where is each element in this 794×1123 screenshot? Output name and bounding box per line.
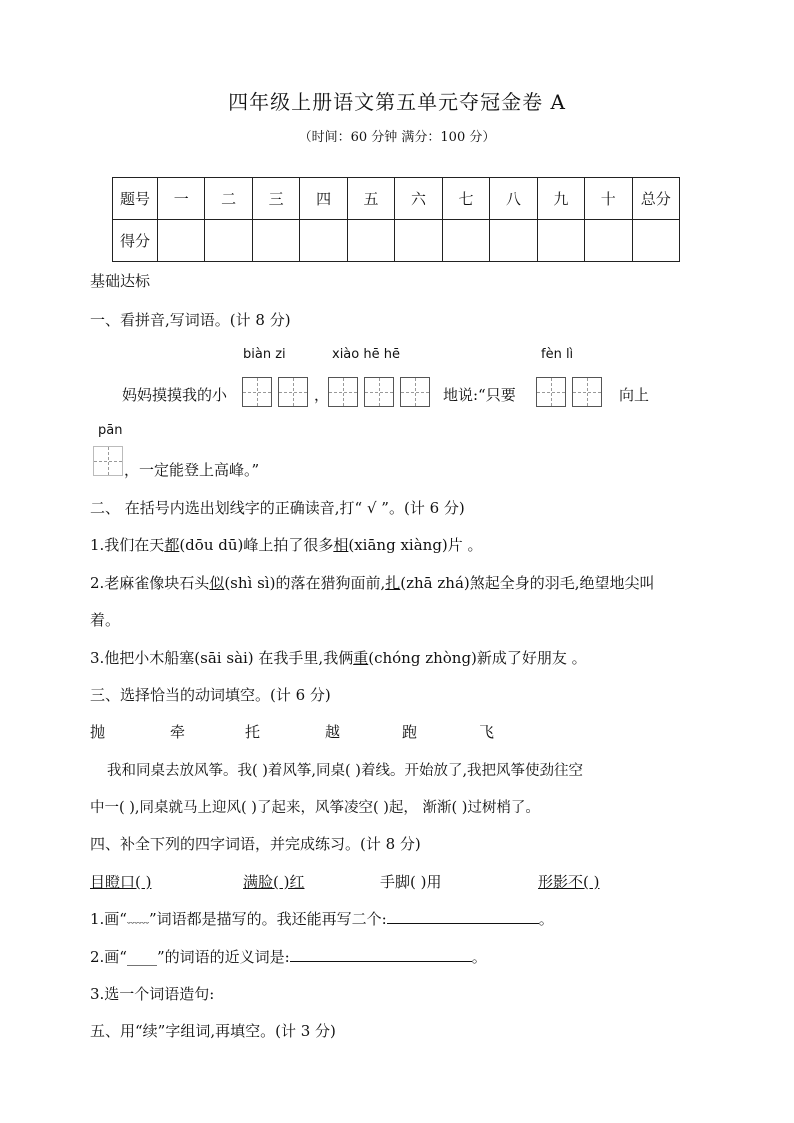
answer-line[interactable] — [387, 909, 539, 924]
q4-heading: 四、补全下列的四字词语，并完成练习。(计 8 分) — [90, 835, 421, 853]
score-table-score-row — [113, 220, 680, 262]
score-input-3[interactable] — [252, 220, 299, 262]
q3-word: 越 — [325, 723, 341, 741]
q5-heading: 五、用“续”字组词,再填空。(计 3 分) — [90, 1022, 336, 1040]
q2-heading: 二、 在括号内选出划线字的正确读音,打“ √ ”。(计 6 分) — [90, 499, 465, 517]
q4-idiom: 形影不( ) — [538, 873, 600, 891]
section-heading-basic: 基础达标 — [90, 272, 151, 290]
q4-idiom: 满脸( )红 — [243, 873, 305, 891]
q1-pinyin-b: xiào hē hē — [332, 347, 400, 362]
q1-text-c: 向上 — [619, 386, 650, 404]
q2-item-3: 3.他把小木船塞(sāi sài) 在我手里,我俩重(chóng zhòng)新成了好朋友 。 — [90, 649, 587, 667]
q3-word: 抛 — [90, 723, 106, 741]
score-input-4[interactable] — [300, 220, 347, 262]
score-row-label: 得分 — [113, 220, 158, 262]
q2-item-2-cont: 着。 — [90, 611, 121, 629]
char-box[interactable] — [278, 377, 308, 407]
char-box[interactable] — [328, 377, 358, 407]
score-cell-7: 七 — [442, 178, 489, 220]
q3-passage-line-2: 中一( ),同桌就马上迎风( )了起来，风筝凌空( )起， 渐渐( )过树梢了。 — [90, 800, 540, 816]
q2-item-1: 1.我们在天都(dōu dū)峰上拍了很多相(xiāng xiàng)片 。 — [90, 536, 483, 554]
score-cell-total: 总分 — [632, 178, 679, 220]
q3-word: 托 — [245, 723, 261, 741]
q4-item-1: 1.画“﹏﹏”词语都是描写的。我还能再写二个: 。 — [90, 910, 554, 928]
q1-heading: 一、看拼音,写词语。(计 8 分) — [90, 311, 291, 329]
q3-passage-line-1: 我和同桌去放风筝。我( )着风筝,同桌( )着线。开始放了,我把风筝使劲往空 — [107, 763, 584, 779]
score-cell-label: 题号 — [113, 178, 158, 220]
q4-item-2: 2.画“____”的词语的近义词是: 。 — [90, 948, 487, 966]
char-box[interactable] — [364, 377, 394, 407]
char-box[interactable] — [93, 446, 123, 476]
score-input-2[interactable] — [205, 220, 252, 262]
score-input-10[interactable] — [585, 220, 632, 262]
score-cell-9: 九 — [537, 178, 584, 220]
score-input-7[interactable] — [442, 220, 489, 262]
q4-idiom: 目瞪口( ) — [90, 873, 152, 891]
score-cell-2: 二 — [205, 178, 252, 220]
char-box[interactable] — [400, 377, 430, 407]
q3-heading: 三、选择恰当的动词填空。(计 6 分) — [90, 686, 331, 704]
score-cell-8: 八 — [490, 178, 537, 220]
score-cell-3: 三 — [252, 178, 299, 220]
score-input-6[interactable] — [395, 220, 442, 262]
score-input-total[interactable] — [632, 220, 679, 262]
q1-pinyin-c: fèn lì — [541, 347, 574, 362]
score-input-8[interactable] — [490, 220, 537, 262]
score-cell-4: 四 — [300, 178, 347, 220]
score-table-header-row — [113, 178, 680, 220]
score-cell-10: 十 — [585, 178, 632, 220]
page-subtitle: （时间：60 分钟 满分：100 分） — [298, 130, 496, 145]
q1-text-d: ，一定能登上高峰。” — [124, 461, 260, 479]
q1-text-a: 妈妈摸摸我的小 — [122, 386, 228, 404]
q1-text-b: 地说:“只要 — [443, 386, 516, 404]
score-table — [112, 177, 680, 262]
q3-word: 牵 — [170, 723, 186, 741]
char-box[interactable] — [572, 377, 602, 407]
score-input-5[interactable] — [347, 220, 394, 262]
score-cell-6: 六 — [395, 178, 442, 220]
q1-pinyin-d: pān — [98, 423, 123, 438]
q1-pinyin-a: biàn zi — [243, 347, 286, 362]
q4-item-3: 3.选一个词语造句: — [90, 985, 215, 1003]
score-cell-5: 五 — [347, 178, 394, 220]
char-box[interactable] — [536, 377, 566, 407]
q3-word: 跑 — [402, 723, 418, 741]
score-input-1[interactable] — [158, 220, 205, 262]
q2-item-2: 2.老麻雀像块石头似(shì sì)的落在猎狗面前,扎(zhā zhá)煞起全身的羽毛,绝望地尖叫 — [90, 574, 655, 592]
char-box[interactable] — [242, 377, 272, 407]
score-cell-1: 一 — [158, 178, 205, 220]
q1-comma: ， — [314, 386, 330, 404]
score-input-9[interactable] — [537, 220, 584, 262]
q4-idiom: 手脚( )用 — [380, 873, 442, 891]
q3-word: 飞 — [479, 723, 495, 741]
page-title: 四年级上册语文第五单元夺冠金卷 A — [228, 90, 566, 114]
answer-line[interactable] — [290, 947, 472, 962]
